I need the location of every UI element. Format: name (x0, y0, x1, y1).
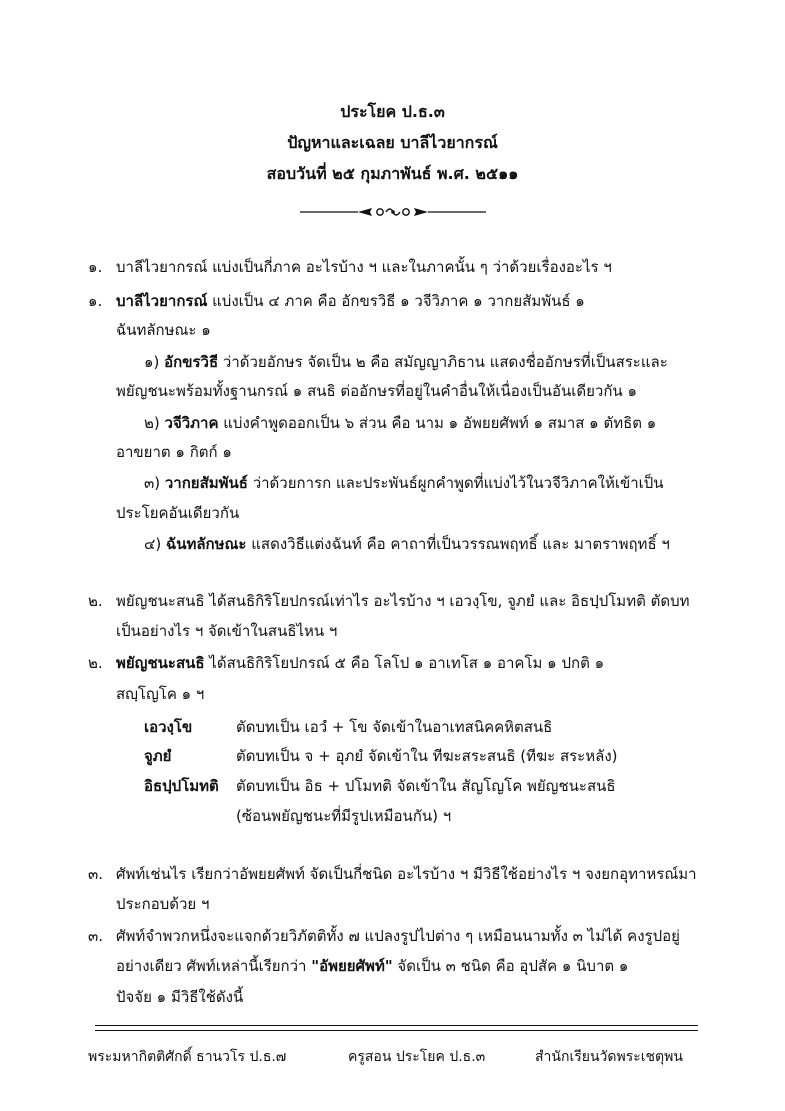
footer-rule-top (95, 1025, 698, 1026)
question-2-number: ๒. (88, 592, 103, 610)
question-2-line-2: เป็นอย่างไร ฯ จัดเข้าในสนธิไหน ฯ (116, 622, 338, 640)
question-3-number: ๓. (88, 865, 104, 883)
question-2-line-1: ๒. พยัญชนะสนธิ ได้สนธิกิริโยปกรณ์เท่าไร อะไรบ้าง ฯ เอวงฺโข, จูภยํ และ อิธปฺปโมทติ ตัดบท (88, 592, 690, 610)
answer-1-item-1-cont: พยัญชนะพร้อมทั้งฐานกรณ์ ๑ สนธิ ต่ออักษรที่อยู่ในคำอื่นให้เนื่องเป็นอันเดียวกัน ๑ (116, 382, 637, 400)
question-3-line-2: ประกอบด้วย ฯ (116, 895, 210, 913)
answer-1-item-4: ๔) ฉันทลักษณะ แสดงวิธีแต่งฉันท์ คือ คาถาที่เป็นวรรณพฤทธิ์ และ มาตราพฤทธิ์ ฯ (144, 535, 670, 553)
footer-school: สำนักเรียนวัดพระเชตุพน (535, 1049, 683, 1065)
answer-3-line-1: ๓. ศัพท์จำพวกหนึ่งจะแจกด้วยวิภัตติทั้ง ๗ แปลงรูปไปต่าง ๆ เหมือนนามทั้ง ๓ ไม่ได้ คงรูปอยู่ (88, 927, 680, 945)
question-1 (88, 257, 612, 277)
footer-role: ครูสอน ประโยค ป.ธ.๓ (348, 1049, 486, 1065)
answer-1-item-3-cont: ประโยคอันเดียวกัน (116, 504, 240, 522)
term-evangkho-desc: ตัดบทเป็น เอวํ + โข จัดเข้าในอาเทสนิคคหิตสนธิ (236, 718, 553, 736)
answer-3-line-2: อย่างเดียว ศัพท์เหล่านี้เรียกว่า "อัพยยศัพท์" จัดเป็น ๓ ชนิด คือ อุปสัค ๑ นิบาต ๑ (116, 957, 629, 975)
question-1-text: บาลีไวยากรณ์ แบ่งเป็นกี่ภาค อะไรบ้าง ฯ และในภาคนั้น ๆ ว่าด้วยเรื่องอะไร ฯ (116, 258, 612, 276)
exam-subject-title: ปัญหาและเฉลย บาลีไวยากรณ์ (287, 133, 498, 152)
answer-1-item-3: ๓) วากยสัมพันธ์ ว่าด้วยการก และประพันธ์ผูกคำพูดที่แบ่งไว้ในวจีวิภาคให้เข้าเป็น (144, 474, 664, 492)
footer-rule-bottom (95, 1030, 698, 1031)
term-idhappamodati: อิธปฺปโมทติ (144, 777, 219, 795)
ornament-divider-icon (300, 204, 486, 220)
answer-1-item-1: ๑) อักขรวิธี ว่าด้วยอักษร จัดเป็น ๒ คือ สมัญญาภิธาน แสดงชื่ออักษรที่เป็นสระและ (144, 353, 668, 371)
question-1-number: ๑. (88, 258, 103, 276)
question-3-line-1: ๓. ศัพท์เช่นไร เรียกว่าอัพยยศัพท์ จัดเป็นกี่ชนิด อะไรบ้าง ฯ มีวิธีใช้อย่างไร ฯ จงยกอุทาหรณ์มา (88, 865, 697, 883)
answer-2-line-1: ๒. พยัญชนะสนธิ ได้สนธิกิริโยปกรณ์ ๕ คือ โลโป ๑ อาเทโส ๑ อาคโม ๑ ปกติ ๑ (88, 654, 605, 672)
term-chubhayam: จูภยํ (144, 747, 172, 765)
answer-3-number: ๓. (88, 927, 104, 945)
answer-2-number: ๒. (88, 654, 103, 672)
answer-1-item-2: ๒) วจีวิภาค แบ่งคำพูดออกเป็น ๖ ส่วน คือ นาม ๑ อัพยยศัพท์ ๑ สมาส ๑ ตัทธิต ๑ (144, 414, 657, 432)
exam-date-title: สอบวันที่ ๒๕ กุมภาพันธ์ พ.ศ. ๒๕๑๑ (266, 164, 519, 183)
term-idhappamodati-desc: ตัดบทเป็น อิธ + ปโมทติ จัดเข้าใน สัญโญโค พยัญชนะสนธิ (236, 777, 616, 795)
answer-3-line-3: ปัจจัย ๑ มีวิธีใช้ดังนี้ (116, 988, 244, 1006)
answer-1-term: บาลีไวยากรณ์ (116, 292, 208, 310)
answer-1-number: ๑. (88, 292, 103, 310)
answer-2-term: พยัญชนะสนธิ (116, 654, 205, 672)
answer-1-line-2: ฉันทลักษณะ ๑ (116, 321, 211, 339)
exam-level-title: ประโยค ป.ธ.๓ (340, 102, 445, 121)
term-evangkho: เอวงฺโข (144, 718, 193, 736)
term-chubhayam-desc: ตัดบทเป็น จ + อุภยํ จัดเข้าใน ทีฆะสระสนธิ (ทีฆะ สระหลัง) (236, 747, 618, 765)
footer-author: พระมหากิตติศักดิ์ ธานวโร ป.ธ.๗ (88, 1049, 287, 1065)
answer-3-term: "อัพยยศัพท์" (311, 957, 393, 975)
answer-1-line-1: ๑. บาลีไวยากรณ์ แบ่งเป็น ๔ ภาค คือ อักขรวิธี ๑ วจีวิภาค ๑ วากยสัมพันธ์ ๑ (88, 292, 585, 310)
term-idhappamodati-desc-cont: (ซ้อนพยัญชนะที่มีรูปเหมือนกัน) ฯ (236, 807, 452, 825)
answer-1-item-2-cont: อาขยาต ๑ กิตก์ ๑ (116, 443, 232, 461)
answer-2-line-2: สญฺโญโค ๑ ฯ (116, 685, 205, 703)
